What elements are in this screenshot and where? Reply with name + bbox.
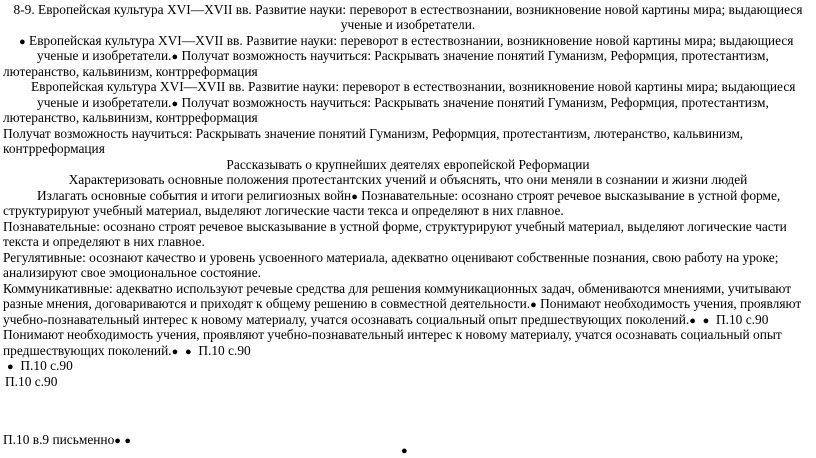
bullet-icon: ● (114, 435, 121, 447)
text-line: ● П.10 с.90 (7, 358, 73, 373)
text-line: Регулятивные: осознают качество и уровень усвоенного материала, адекватно оценивают собственные познания, свою работу на уроке; (3, 250, 779, 265)
text-line: 8-9. Европейская культура XVI—XVII вв. Развитие науки: переворот в естествознании, возникновение новой картины мира; выдающиеся (13, 2, 803, 17)
text-line: Получат возможность научиться: Раскрывать значение понятий Гуманизм, Реформция, протестантизм, лютеранство, кальвинизм, (3, 126, 744, 141)
bullet-icon: ● (124, 435, 131, 447)
bullet-icon: ● (19, 36, 26, 48)
text-line: лютеранство, кальвинизм, контрреформация (3, 64, 258, 79)
text-line: П.10 в.9 письменно● ● (3, 432, 131, 447)
text-line: текста и определяют в них главное. (3, 234, 205, 249)
text-line: ученые и изобретатели.● Получат возможность научиться: Раскрывать значение понятий Гуманизм, Реформция, протестантизм, (37, 95, 769, 110)
bullet-icon: ● (401, 445, 408, 457)
bullet-icon: ● (171, 98, 179, 110)
text-line: Коммуникативные: адекватно используют речевые средства для решения коммуникационных задач, обмениваются мнениями, учитывают (3, 281, 792, 296)
bullet-icon: ● (171, 51, 179, 63)
text-line: контрреформация (3, 141, 105, 156)
text-line: разные мнения, договариваются и приходят к общему решению в совместной деятельности.● Понимают необходимость учения, проявляют (3, 296, 802, 311)
bullet-icon: ● (702, 315, 710, 327)
text-line: ученые и изобретатели.● Получат возможность научиться: Раскрывать значение понятий Гуманизм, Реформция, протестантизм, (37, 48, 769, 63)
bullet-icon: ● (530, 299, 537, 311)
bullet-icon: ● (171, 346, 179, 358)
bullet-icon: ● (689, 315, 696, 327)
text-line: структурируют учебный материал, выделяют логические части текса и определяют в них главное. (3, 203, 564, 218)
bullet-icon: ● (351, 191, 358, 203)
text-line: Понимают необходимость учения, проявляют учебно-познавательный интерес к новому материалу, учатся осознавать социальный опыт (3, 327, 782, 342)
text-line: анализируют свое эмоциональное состояние. (3, 265, 262, 280)
text-line: лютеранство, кальвинизм, контрреформация (3, 110, 258, 125)
text-line: Излагать основные события и итоги религиозных войн● Познавательные: осознано строят речевое высказывание в устной форме, (37, 188, 781, 203)
text-line: П.10 с.90 (5, 374, 58, 389)
bullet-icon: ● (7, 361, 14, 373)
text-line: предшествующих поколений.● ● П.10 с.90 (3, 343, 251, 358)
text-line: Познавательные: осознано строят речевое высказывание в устной форме, структурируют учебный материал, выделяют логические части (3, 219, 787, 234)
text-line: Европейская культура XVI—XVII вв. Развитие науки: переворот в естествознании, возникновение новой картины мира; выдающиеся (31, 79, 796, 94)
text-line: ● Европейская культура XVI—XVII вв. Развитие науки: переворот в естествознании, возникновение новой картины мира; выдающиеся (19, 33, 794, 48)
text-line: Характеризовать основные положения протестантских учений и объяснять, что они меняли в сознании и жизни людей (68, 172, 748, 187)
text-line: ученые и изобретатели. (340, 17, 476, 32)
text-line: учебно-познавательный интерес к новому материалу, учатся осознавать социальный опыт предшествующих поколений.● ● П.10 с.90 (3, 312, 769, 327)
bullet-icon: ● (184, 346, 192, 358)
text-line: Рассказывать о крупнейших деятелях европейской Реформации (226, 157, 590, 172)
